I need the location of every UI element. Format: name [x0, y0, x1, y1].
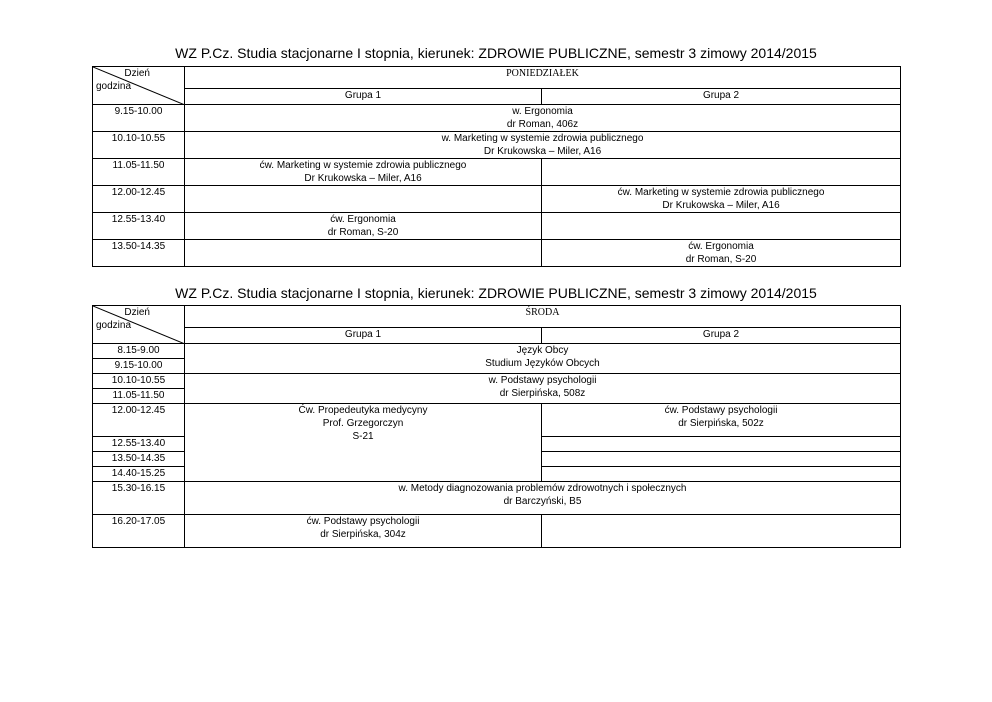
class-subject: ćw. Marketing w systemie zdrowia publicznego: [617, 187, 825, 198]
time-slot: 9.15-10.00: [93, 105, 185, 132]
schedule-table-monday: [92, 66, 901, 267]
class-teacher-room: Studium Języków Obcych: [485, 358, 600, 369]
corner-header-cell: [93, 67, 185, 105]
schedule-title-wednesday: WZ P.Cz. Studia stacjonarne I stopnia, kierunek: ZDROWIE PUBLICZNE, semestr 3 zimowy 2014/2015: [175, 285, 817, 301]
class-teacher: Prof. Grzegorczyn: [322, 418, 404, 429]
class-cell-group2-empty: [542, 467, 901, 482]
class-teacher-room: Dr Krukowska – Miler, A16: [662, 200, 780, 211]
time-row: [93, 132, 901, 159]
class-cell-both-groups: [185, 132, 901, 159]
class-cell-group1: [185, 159, 542, 186]
class-teacher-room: dr Roman, 406z: [506, 119, 579, 130]
time-slot: 15.30-16.15: [93, 482, 185, 515]
class-cell-group1-empty: [185, 186, 542, 213]
time-row: [93, 213, 901, 240]
class-cell-group2-empty: [542, 437, 901, 452]
schedule-title-monday: WZ P.Cz. Studia stacjonarne I stopnia, kierunek: ZDROWIE PUBLICZNE, semestr 3 zimowy 2014/2015: [175, 45, 817, 61]
day-heading: ŚRODA: [185, 306, 901, 328]
class-subject: w. Ergonomia: [512, 106, 573, 117]
class-cell-group2-empty: [542, 452, 901, 467]
time-slot: 10.10-10.55: [93, 374, 185, 389]
time-row: [93, 344, 901, 359]
class-teacher-room: dr Roman, S-20: [327, 227, 399, 238]
schedule-table-wednesday: [92, 305, 901, 548]
time-row: [93, 186, 901, 213]
time-slot: 12.55-13.40: [93, 437, 185, 452]
class-teacher-room: dr Roman, S-20: [685, 254, 757, 265]
class-room: S-21: [352, 431, 374, 442]
time-row: [93, 240, 901, 267]
time-slot: 13.50-14.35: [93, 452, 185, 467]
class-teacher-room: dr Sierpińska, 502z: [678, 418, 764, 429]
class-subject: w. Podstawy psychologii: [488, 375, 597, 386]
corner-day-label: Dzień: [124, 307, 150, 318]
class-cell-both-groups: [185, 105, 901, 132]
class-cell-group2-empty: [542, 515, 901, 548]
time-slot: 9.15-10.00: [93, 359, 185, 374]
class-teacher-room: Dr Krukowska – Miler, A16: [483, 146, 602, 157]
class-teacher-room: dr Barczyński, B5: [503, 496, 582, 507]
class-cell-group1: [185, 515, 542, 548]
time-slot: 11.05-11.50: [93, 389, 185, 404]
corner-header-cell: [93, 306, 185, 344]
time-slot: 12.00-12.45: [93, 186, 185, 213]
time-row: [93, 105, 901, 132]
time-slot: 12.55-13.40: [93, 213, 185, 240]
class-subject: ćw. Ergonomia: [330, 214, 396, 225]
class-subject: ćw. Ergonomia: [688, 241, 754, 252]
class-cell-group2: [542, 404, 901, 437]
group1-header: Grupa 1: [185, 89, 542, 105]
class-cell-both-groups: [185, 374, 901, 404]
class-cell-group1-empty: [185, 240, 542, 267]
class-cell-both-groups: [185, 344, 901, 374]
group2-header: Grupa 2: [542, 328, 901, 344]
class-teacher-room: Dr Krukowska – Miler, A16: [304, 173, 422, 184]
time-row: [93, 482, 901, 515]
class-cell-both-groups: [185, 482, 901, 515]
corner-hour-label: godzina: [96, 320, 132, 331]
group1-header: Grupa 1: [185, 328, 542, 344]
time-row: [93, 515, 901, 548]
time-slot: 13.50-14.35: [93, 240, 185, 267]
day-heading: PONIEDZIAŁEK: [185, 67, 901, 89]
time-slot: 11.05-11.50: [93, 159, 185, 186]
class-teacher-room: dr Sierpińska, 304z: [320, 529, 406, 540]
class-subject: Ćw. Propedeutyka medycyny: [298, 405, 428, 416]
corner-day-label: Dzień: [124, 68, 150, 79]
class-cell-group2-empty: [542, 159, 901, 186]
time-row: [93, 374, 901, 389]
time-slot: 14.40-15.25: [93, 467, 185, 482]
class-subject: ćw. Podstawy psychologii: [664, 405, 778, 416]
class-subject: w. Metody diagnozowania problemów zdrowotnych i społecznych: [398, 483, 687, 494]
time-row: [93, 159, 901, 186]
class-cell-group2: [542, 240, 901, 267]
class-cell-group2-empty: [542, 213, 901, 240]
class-subject: ćw. Marketing w systemie zdrowia publicznego: [259, 160, 467, 171]
time-row: [93, 404, 901, 437]
class-teacher-room: dr Sierpińska, 508z: [499, 388, 586, 399]
group2-header: Grupa 2: [542, 89, 901, 105]
time-slot: 16.20-17.05: [93, 515, 185, 548]
time-slot: 8.15-9.00: [93, 344, 185, 359]
class-subject: Język Obcy: [516, 345, 569, 356]
time-slot: 12.00-12.45: [93, 404, 185, 437]
class-cell-group1: [185, 404, 542, 482]
class-subject: ćw. Podstawy psychologii: [306, 516, 420, 527]
class-cell-group2: [542, 186, 901, 213]
class-cell-group1: [185, 213, 542, 240]
corner-hour-label: godzina: [96, 81, 132, 92]
class-subject: w. Marketing w systemie zdrowia publicznego: [441, 133, 644, 144]
time-slot: 10.10-10.55: [93, 132, 185, 159]
